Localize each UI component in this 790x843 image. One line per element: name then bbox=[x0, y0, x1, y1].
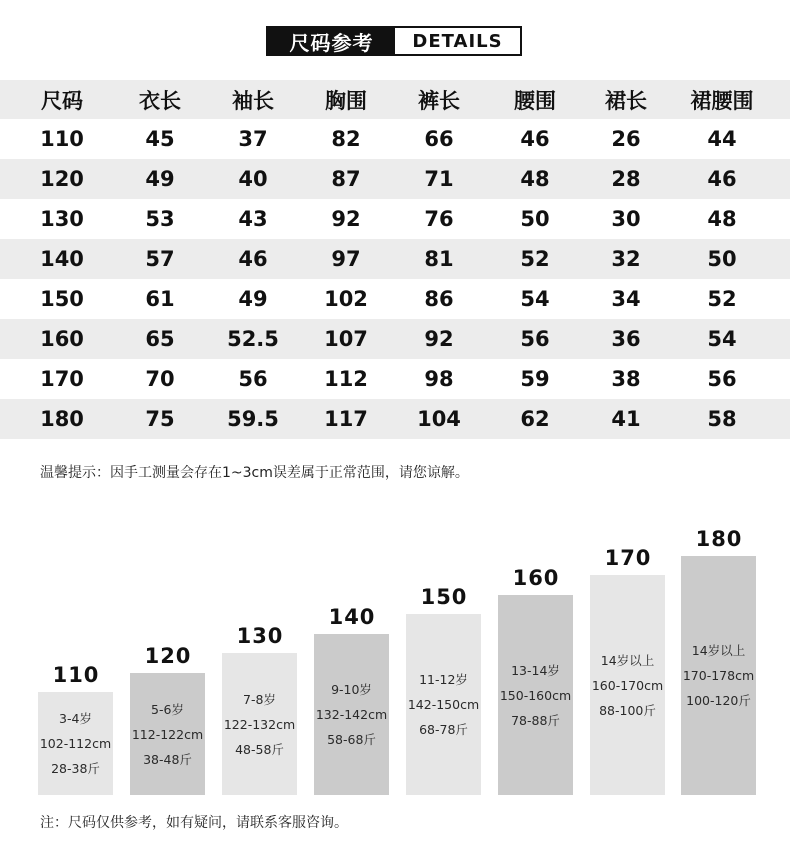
measurement-cell: 92 bbox=[424, 327, 454, 351]
bar-detail-text: 122-132cm bbox=[223, 716, 296, 732]
measurement-cell: 28 bbox=[611, 167, 641, 191]
bar-size-label: 120 bbox=[144, 644, 192, 668]
column-header: 裤长 bbox=[418, 88, 460, 113]
footnote: 注：尺码仅供参考，如有疑问，请联系客服咨询。 bbox=[40, 815, 348, 831]
measurement-cell: 50 bbox=[707, 247, 737, 271]
measurement-cell: 102 bbox=[324, 287, 368, 311]
measurement-cell: 71 bbox=[424, 167, 454, 191]
measurement-cell: 65 bbox=[145, 327, 175, 351]
measurement-cell: 54 bbox=[707, 327, 737, 351]
measurement-cell: 54 bbox=[520, 287, 550, 311]
bar-detail-text: 88-100斤 bbox=[599, 702, 656, 718]
bar-detail-text: 13-14岁 bbox=[511, 662, 560, 678]
measurement-cell: 52 bbox=[520, 247, 550, 271]
measurement-cell: 98 bbox=[424, 367, 454, 391]
measurement-cell: 49 bbox=[238, 287, 268, 311]
bar-detail-text: 14岁以上 bbox=[600, 652, 655, 668]
size-cell: 130 bbox=[40, 207, 84, 231]
measurement-cell: 75 bbox=[145, 407, 175, 431]
measurement-cell: 56 bbox=[520, 327, 550, 351]
size-cell: 160 bbox=[40, 327, 84, 351]
measurement-cell: 104 bbox=[417, 407, 461, 431]
size-cell: 150 bbox=[40, 287, 84, 311]
measurement-cell: 58 bbox=[707, 407, 737, 431]
measurement-cell: 32 bbox=[611, 247, 641, 271]
title-chinese: 尺码参考 bbox=[268, 28, 395, 54]
measurement-cell: 66 bbox=[424, 127, 454, 151]
size-bar bbox=[38, 692, 113, 795]
measurement-cell: 53 bbox=[145, 207, 175, 231]
measurement-cell: 37 bbox=[238, 127, 268, 151]
bar-size-label: 140 bbox=[328, 605, 376, 629]
measurement-cell: 48 bbox=[707, 207, 737, 231]
column-header: 裙长 bbox=[605, 88, 647, 113]
measurement-cell: 117 bbox=[324, 407, 368, 431]
size-bar bbox=[498, 595, 573, 795]
bar-detail-text: 132-142cm bbox=[315, 707, 388, 722]
bar-size-label: 180 bbox=[695, 527, 743, 551]
measurement-cell: 45 bbox=[145, 127, 175, 151]
measurement-cell: 97 bbox=[331, 247, 361, 271]
bar-detail-text: 78-88斤 bbox=[511, 712, 560, 728]
size-cell: 170 bbox=[40, 367, 84, 391]
column-header: 尺码 bbox=[41, 88, 83, 113]
measurement-cell: 34 bbox=[611, 287, 641, 311]
measurement-cell: 44 bbox=[707, 127, 737, 151]
bar-detail-text: 102-112cm bbox=[39, 736, 112, 751]
bar-size-label: 130 bbox=[236, 624, 284, 648]
measurement-tip: 温馨提示：因手工测量会存在1~3cm误差属于正常范围，请您谅解。 bbox=[40, 465, 469, 481]
bar-detail-text: 100-120斤 bbox=[686, 693, 751, 708]
measurement-cell: 87 bbox=[331, 167, 361, 191]
measurement-cell: 52 bbox=[707, 287, 737, 311]
bar-detail-text: 142-150cm bbox=[407, 697, 480, 712]
measurement-cell: 38 bbox=[611, 367, 641, 391]
measurement-cell: 46 bbox=[520, 127, 550, 151]
bar-detail-text: 14岁以上 bbox=[691, 643, 746, 658]
measurement-cell: 81 bbox=[424, 247, 454, 271]
bar-size-label: 110 bbox=[52, 663, 100, 687]
measurement-cell: 52.5 bbox=[227, 327, 279, 351]
bar-detail-text: 150-160cm bbox=[499, 687, 572, 703]
measurement-cell: 76 bbox=[424, 207, 454, 231]
measurement-cell: 50 bbox=[520, 207, 550, 231]
measurement-cell: 36 bbox=[611, 327, 641, 351]
bar-size-label: 150 bbox=[420, 585, 468, 609]
measurement-cell: 82 bbox=[331, 127, 361, 151]
measurement-cell: 59.5 bbox=[227, 407, 279, 431]
bar-detail-text: 5-6岁 bbox=[151, 701, 184, 717]
measurement-cell: 86 bbox=[424, 287, 454, 311]
size-bar bbox=[130, 673, 205, 795]
bar-detail-text: 170-178cm bbox=[682, 668, 755, 683]
measurement-cell: 61 bbox=[145, 287, 175, 311]
bar-size-label: 170 bbox=[604, 546, 652, 570]
column-header: 胸围 bbox=[325, 88, 367, 113]
size-bar bbox=[222, 653, 297, 795]
column-header: 袖长 bbox=[232, 88, 274, 113]
column-header: 腰围 bbox=[514, 88, 556, 113]
measurement-cell: 49 bbox=[145, 167, 175, 191]
measurement-cell: 46 bbox=[707, 167, 737, 191]
column-header: 衣长 bbox=[139, 88, 181, 113]
measurement-cell: 56 bbox=[238, 367, 268, 391]
size-bar bbox=[681, 556, 756, 795]
bar-size-label: 160 bbox=[512, 566, 560, 590]
column-header: 裙腰围 bbox=[690, 88, 754, 113]
size-bar bbox=[406, 614, 481, 795]
size-bar bbox=[314, 634, 389, 795]
measurement-cell: 43 bbox=[238, 207, 268, 231]
measurement-cell: 56 bbox=[707, 367, 737, 391]
size-cell: 140 bbox=[40, 247, 84, 271]
measurement-cell: 59 bbox=[520, 367, 550, 391]
measurement-cell: 40 bbox=[238, 167, 268, 191]
bar-detail-text: 112-122cm bbox=[131, 726, 204, 742]
measurement-cell: 107 bbox=[324, 327, 368, 351]
size-bar bbox=[590, 575, 665, 795]
size-cell: 120 bbox=[40, 167, 84, 191]
size-cell: 110 bbox=[40, 127, 84, 151]
measurement-cell: 112 bbox=[324, 367, 368, 391]
measurement-cell: 57 bbox=[145, 247, 175, 271]
bar-detail-text: 48-58斤 bbox=[235, 741, 284, 757]
bar-detail-text: 58-68斤 bbox=[327, 732, 376, 747]
measurement-cell: 41 bbox=[611, 407, 641, 431]
measurement-cell: 62 bbox=[520, 407, 550, 431]
bar-detail-text: 38-48斤 bbox=[143, 751, 192, 767]
title-english: DETAILS bbox=[395, 28, 520, 54]
bar-detail-text: 3-4岁 bbox=[59, 711, 92, 726]
bar-detail-text: 7-8岁 bbox=[243, 691, 276, 707]
bar-detail-text: 11-12岁 bbox=[419, 672, 468, 687]
measurement-cell: 30 bbox=[611, 207, 641, 231]
bar-detail-text: 9-10岁 bbox=[331, 682, 372, 697]
size-cell: 180 bbox=[40, 407, 84, 431]
measurement-cell: 70 bbox=[145, 367, 175, 391]
measurement-cell: 26 bbox=[611, 127, 641, 151]
bar-detail-text: 28-38斤 bbox=[51, 761, 100, 776]
measurement-cell: 48 bbox=[520, 167, 550, 191]
measurement-cell: 46 bbox=[238, 247, 268, 271]
bar-detail-text: 160-170cm bbox=[591, 677, 664, 693]
measurement-cell: 92 bbox=[331, 207, 361, 231]
bar-detail-text: 68-78斤 bbox=[419, 722, 468, 737]
